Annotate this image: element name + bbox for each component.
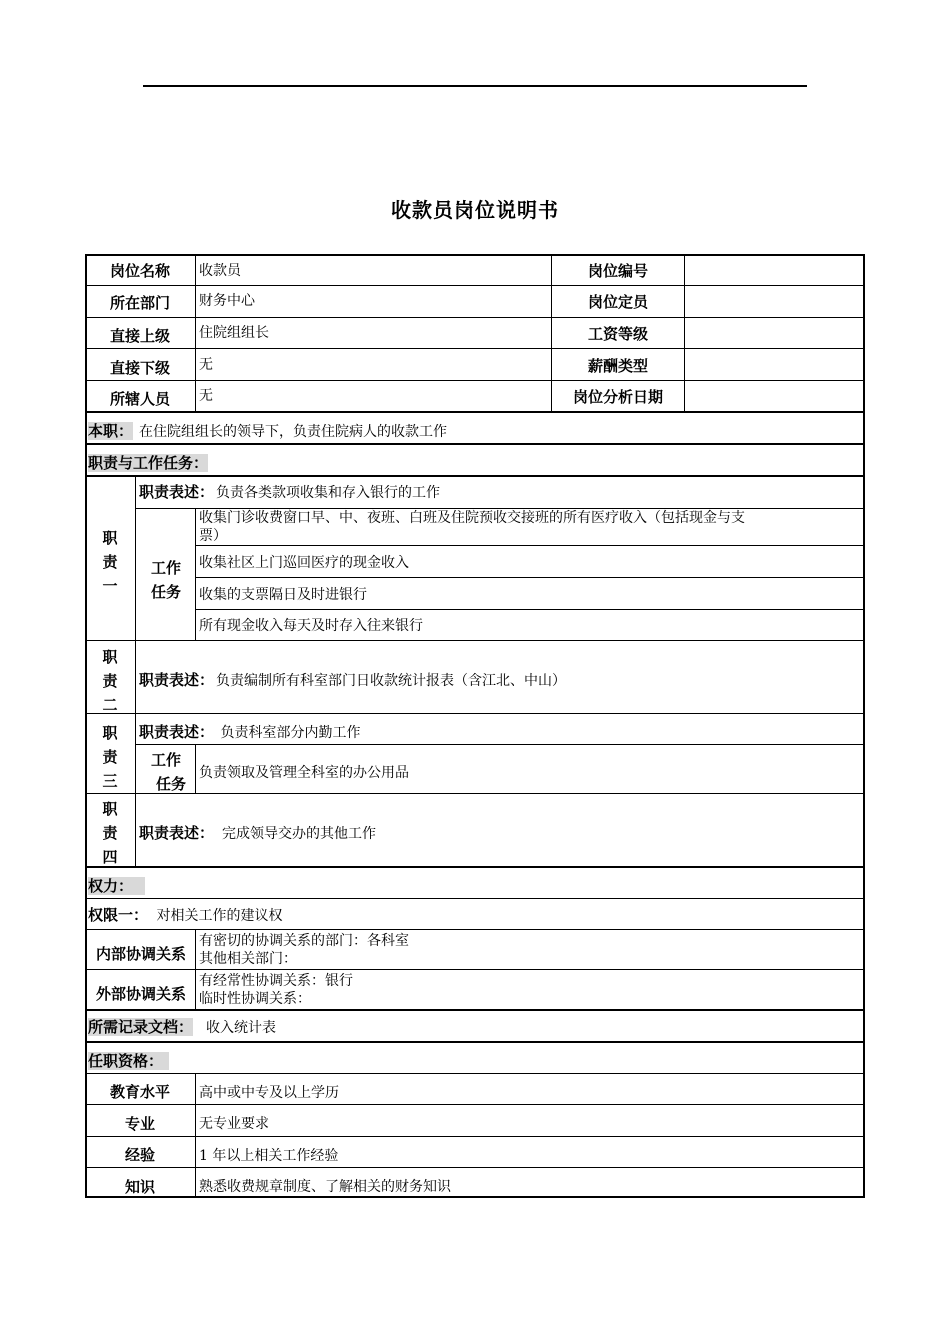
duty-1-task-label: [137, 556, 195, 604]
duty-4-char-1: 职: [102, 800, 118, 818]
authority-limit-text: 对相关工作的建议权: [152, 908, 283, 924]
duty-4-char-3: 四: [102, 848, 118, 866]
external-coordination-label: 外部协调关系: [95, 985, 186, 1003]
grid-line: [85, 640, 865, 641]
role-text: 在住院组组长的领导下，负责住院病人的收款工作: [139, 424, 447, 440]
duties-header-label: 职责与工作任务：: [88, 454, 209, 472]
duty-1-task-1: 收集门诊收费窗口早、中、夜班、白班及住院预收交接班的所有医疗收入（包括现金与支: [199, 510, 745, 526]
knowledge-label: 知识: [124, 1178, 155, 1196]
task-label-line-1: 工作: [150, 751, 181, 769]
knowledge-value: 熟悉收费规章制度、了解相关的财务知识: [199, 1179, 451, 1195]
duty-3-task-1: 负责领取及管理全科室的办公用品: [199, 765, 409, 781]
position-code-label: 岗位编号: [587, 262, 648, 280]
role-label: 本职：: [88, 422, 134, 440]
duty-3-desc: 负责科室部分内勤工作: [216, 725, 361, 741]
records-text: 收入统计表: [206, 1020, 276, 1036]
duty-3-char-1: 职: [102, 724, 118, 742]
internal-coordination-2: 其他相关部门：: [199, 951, 297, 967]
grid-line: [135, 744, 865, 745]
duty-1-task-3: 收集的支票隔日及时进银行: [199, 587, 367, 603]
grid-line: [135, 475, 136, 866]
authority-header: 权力：: [88, 877, 145, 895]
grid-line: [85, 443, 865, 445]
subordinate-label: 直接下级: [109, 359, 170, 377]
duty-4-desc: 完成领导交办的其他工作: [222, 826, 376, 842]
grid-line: [195, 577, 865, 578]
subordinate-value: 无: [199, 357, 213, 373]
grid-line: [195, 609, 865, 610]
duty-2-char-1: 职: [102, 648, 118, 666]
education-label: 教育水平: [109, 1083, 170, 1101]
salary-grade-label: 工资等级: [587, 325, 648, 343]
duty-3-char-3: 三: [102, 772, 118, 790]
grid-line: [85, 793, 865, 794]
grid-line: [85, 1009, 865, 1011]
grid-line: [85, 285, 865, 286]
grid-line: [195, 254, 196, 411]
document-title: 收款员岗位说明书: [391, 198, 559, 222]
grid-line: [85, 475, 865, 477]
external-coordination-1: 有经常性协调关系：银行: [199, 973, 353, 989]
grid-line: [85, 866, 865, 868]
duty-3-desc-label: 职责表述：: [139, 723, 215, 741]
duty-4-char-2: 责: [102, 824, 118, 842]
education-value: 高中或中专及以上学历: [199, 1085, 339, 1101]
grid-line: [195, 508, 196, 640]
duties-header: [88, 454, 208, 472]
managed-staff-value: 无: [199, 388, 213, 404]
grid-line: [85, 1041, 865, 1043]
duty-2-char-3: 二: [102, 696, 118, 714]
duty-1-desc: 负责各类款项收集和存入银行的工作: [216, 485, 440, 501]
grid-line: [195, 545, 865, 546]
experience-value: 1 年以上相关工作经验: [199, 1148, 339, 1164]
duty-3-char-2: 责: [102, 748, 118, 766]
duty-3-vertical-label: [100, 721, 120, 793]
grid-line: [85, 411, 865, 413]
duty-1-task-2: 收集社区上门巡回医疗的现金收入: [199, 555, 409, 571]
duty-2-desc: 负责编制所有科室部门日收款统计报表（含江北、中山）: [216, 673, 566, 689]
task-label-line-2: 任务: [155, 775, 186, 793]
grid-line: [85, 348, 865, 349]
grid-line: [85, 898, 865, 899]
experience-label: 经验: [124, 1146, 155, 1164]
duty-1-desc-label: 职责表述：: [139, 483, 215, 501]
grid-line: [85, 380, 865, 381]
duty-1-char-2: 责: [102, 553, 118, 571]
internal-coordination-1: 有密切的协调关系的部门：各科室: [199, 933, 409, 949]
grid-line: [85, 317, 865, 318]
duty-1-task-4: 所有现金收入每天及时存入往来银行: [199, 618, 423, 634]
department-value: 财务中心: [199, 293, 255, 309]
external-coordination-2: 临时性协调关系：: [199, 991, 311, 1007]
major-label: 专业: [124, 1115, 155, 1133]
duty-2-vertical-label: [100, 645, 120, 717]
grid-line: [85, 929, 865, 930]
grid-line: [85, 1073, 865, 1074]
duty-1-vertical-label: [100, 526, 120, 598]
position-name-value: 收款员: [199, 263, 241, 279]
managed-staff-label: 所辖人员: [109, 390, 170, 408]
major-value: 无专业要求: [199, 1116, 269, 1132]
superior-value: 住院组组长: [199, 325, 269, 341]
grid-line: [684, 254, 685, 411]
duty-2-desc-label: 职责表述：: [139, 671, 215, 689]
duty-1-char-3: 一: [102, 577, 118, 595]
task-label-line-1: 工作: [150, 559, 181, 577]
grid-line: [85, 1167, 865, 1168]
department-label: 所在部门: [109, 294, 170, 312]
duty-1-task-1-cont: 票）: [199, 528, 227, 544]
grid-line: [85, 1136, 865, 1137]
duty-2-char-2: 责: [102, 672, 118, 690]
duty-3-task-label: [137, 748, 195, 796]
duty-4-vertical-label: [100, 797, 120, 869]
grid-line: [85, 713, 865, 714]
records-label: 所需记录文档：: [88, 1018, 194, 1036]
qualifications-header: 任职资格：: [88, 1052, 169, 1070]
duty-4-desc-label: 职责表述：: [139, 824, 215, 842]
grid-line: [195, 744, 196, 793]
grid-line: [551, 254, 552, 411]
task-label-line-2: 任务: [150, 583, 181, 601]
duty-1-char-1: 职: [102, 529, 118, 547]
position-name-label: 岗位名称: [109, 262, 170, 280]
header-rule: [143, 85, 807, 87]
grid-line: [85, 1104, 865, 1105]
internal-coordination-label: 内部协调关系: [95, 945, 186, 963]
analysis-date-label: 岗位分析日期: [572, 388, 663, 406]
superior-label: 直接上级: [109, 327, 170, 345]
pay-type-label: 薪酬类型: [587, 357, 648, 375]
authority-limit-label: 权限一：: [88, 906, 149, 924]
grid-line: [85, 969, 865, 970]
headcount-label: 岗位定员: [587, 293, 648, 311]
